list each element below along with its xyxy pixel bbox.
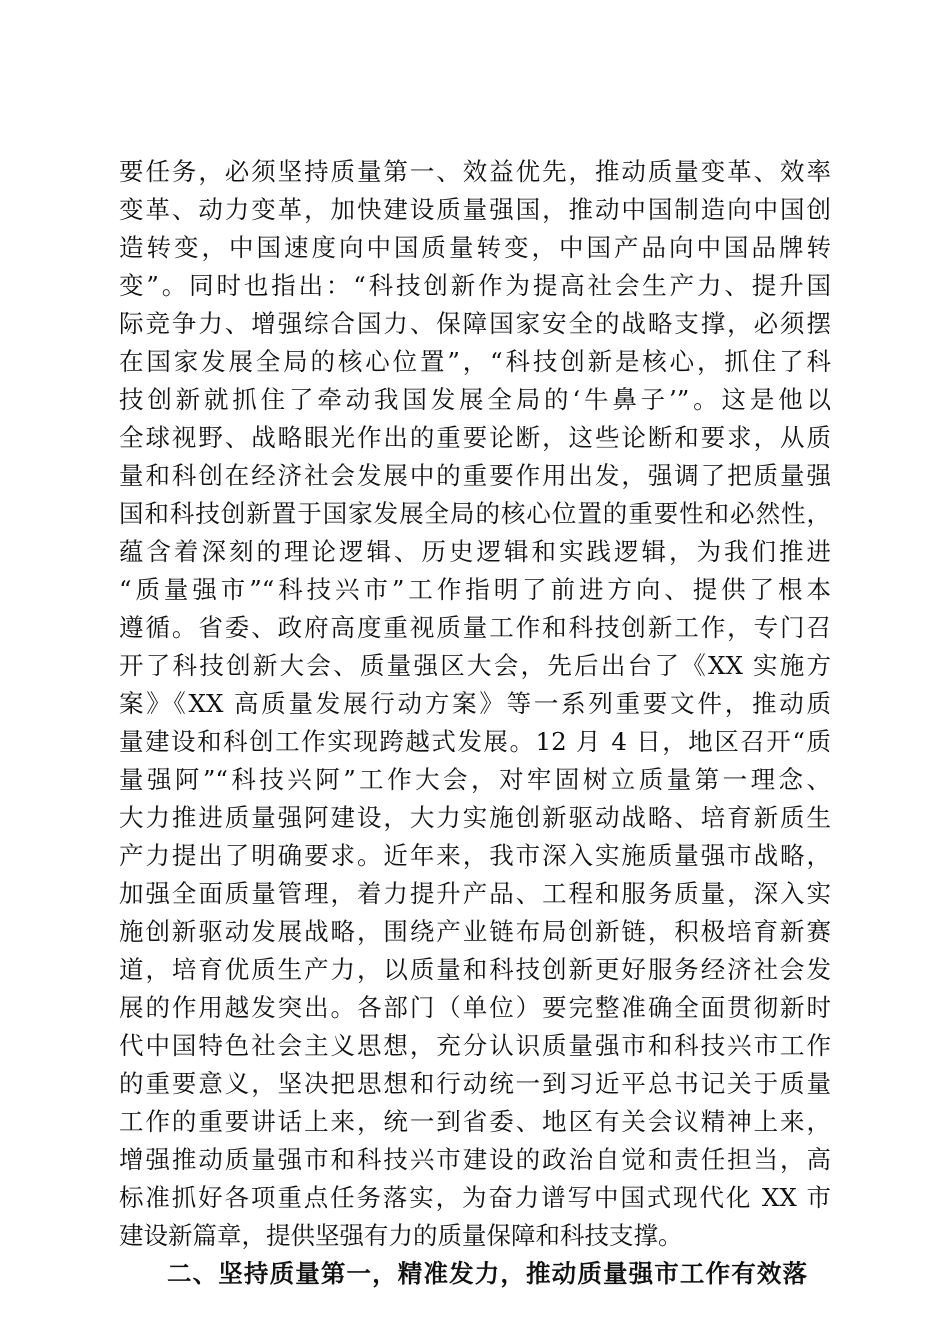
paragraph-line: 大力推进质量强阿建设，大力实施创新驱动战略、培育新质生 — [119, 803, 831, 832]
paragraph-line: 工作的重要讲话上来，统一到省委、地区有关会议精神上来， — [119, 1107, 831, 1136]
paragraph-line: 量和科创在经济社会发展中的重要作用出发，强调了把质量强 — [119, 461, 831, 490]
paragraph-line: 量建设和科创工作实现跨越式发展。12 月 4 日，地区召开“质 — [119, 727, 831, 756]
paragraph-line: “质量强市”“科技兴市”工作指明了前进方向、提供了根本 — [119, 575, 831, 604]
paragraph-line: 量强阿”“科技兴阿”工作大会，对牢固树立质量第一理念、 — [119, 765, 831, 794]
paragraph-line: 国和科技创新置于国家发展全局的核心位置的重要性和必然性， — [119, 499, 831, 528]
paragraph-line: 施创新驱动发展战略，围绕产业链布局创新链，积极培育新赛 — [119, 917, 831, 946]
paragraph-line: 的重要意义，坚决把思想和行动统一到习近平总书记关于质量 — [119, 1069, 831, 1098]
section-heading: 二、坚持质量第一，精准发力，推动质量强市工作有效落 — [167, 1259, 807, 1288]
paragraph-line: 蕴含着深刻的理论逻辑、历史逻辑和实践逻辑，为我们推进 — [119, 537, 831, 566]
paragraph-line: 标准抓好各项重点任务落实，为奋力谱写中国式现代化 XX 市 — [119, 1183, 831, 1212]
paragraph-line: 代中国特色社会主义思想，充分认识质量强市和科技兴市工作 — [119, 1031, 831, 1060]
paragraph-line: 造转变，中国速度向中国质量转变，中国产品向中国品牌转 — [119, 233, 831, 262]
paragraph-line: 增强推动质量强市和科技兴市建设的政治自觉和责任担当，高 — [119, 1145, 831, 1174]
paragraph-line: 遵循。省委、政府高度重视质量工作和科技创新工作，专门召 — [119, 613, 831, 642]
paragraph-line: 变革、动力变革，加快建设质量强国，推动中国制造向中国创 — [119, 195, 831, 224]
paragraph-line: 全球视野、战略眼光作出的重要论断，这些论断和要求，从质 — [119, 423, 831, 452]
paragraph-line: 建设新篇章，提供坚强有力的质量保障和科技支撑。 — [119, 1221, 683, 1250]
paragraph-line: 际竞争力、增强综合国力、保障国家安全的战略支撑，必须摆 — [119, 309, 831, 338]
paragraph-line: 要任务，必须坚持质量第一、效益优先，推动质量变革、效率 — [119, 157, 831, 186]
paragraph-line: 案》《XX 高质量发展行动方案》等一系列重要文件，推动质 — [119, 689, 831, 718]
paragraph-line: 加强全面质量管理，着力提升产品、工程和服务质量，深入实 — [119, 879, 831, 908]
paragraph-line: 变”。同时也指出：“科技创新作为提高社会生产力、提升国 — [119, 271, 831, 300]
paragraph-line: 产力提出了明确要求。近年来，我市深入实施质量强市战略， — [119, 841, 831, 870]
paragraph-line: 开了科技创新大会、质量强区大会，先后出台了《XX 实施方 — [119, 651, 831, 680]
paragraph-line: 道，培育优质生产力，以质量和科技创新更好服务经济社会发 — [119, 955, 831, 984]
paragraph-line: 技创新就抓住了牵动我国发展全局的‘牛鼻子’”。这是他以 — [119, 385, 831, 414]
paragraph-line: 展的作用越发突出。各部门（单位）要完整准确全面贯彻新时 — [119, 993, 831, 1022]
paragraph-line: 在国家发展全局的核心位置”，“科技创新是核心，抓住了科 — [119, 347, 831, 376]
